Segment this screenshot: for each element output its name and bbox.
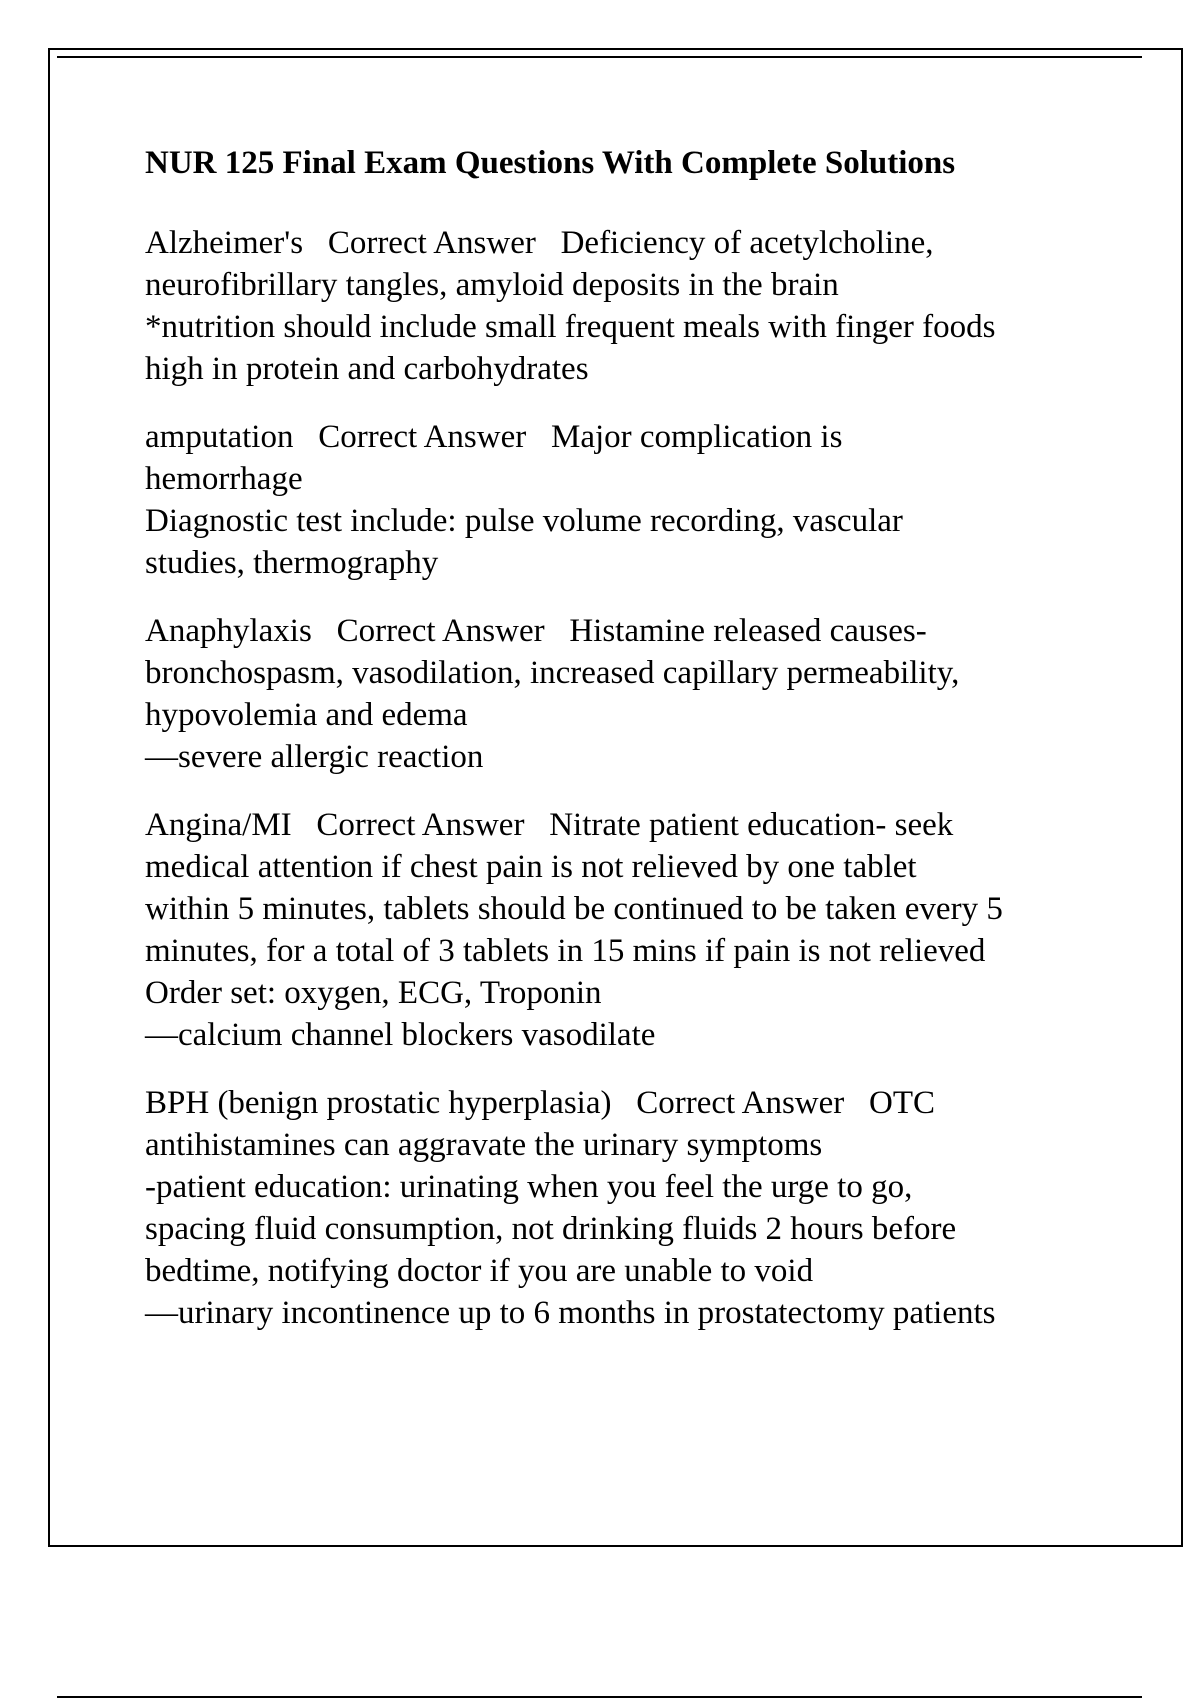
entry-answer-line: bronchospasm, vasodilation, increased capillary permeability,: [145, 655, 960, 691]
entry-angina-mi: [145, 804, 1105, 1056]
document-title: NUR 125 Final Exam Questions With Complete Solutions: [145, 145, 956, 181]
entry-amputation: [145, 416, 1105, 584]
entry-answer-line: OTC: [869, 1085, 936, 1121]
entry-correct-answer-label: Correct Answer: [636, 1085, 845, 1121]
entry-correct-answer-label: Correct Answer: [327, 225, 536, 261]
entry-first-line: [145, 1082, 1105, 1124]
entry-correct-answer-label: Correct Answer: [318, 419, 527, 455]
entry-correct-answer-label: Correct Answer: [316, 807, 525, 843]
entry-term: BPH (benign prostatic hyperplasia): [145, 1085, 612, 1121]
entry-answer-line: Nitrate patient education- seek: [549, 807, 954, 843]
entry-first-line: [145, 222, 1105, 264]
entry-answer-line: —calcium channel blockers vasodilate: [145, 1017, 656, 1053]
entry-first-line: [145, 804, 1105, 846]
entry-term: amputation: [145, 419, 294, 455]
entry-correct-answer-label: Correct Answer: [336, 613, 545, 649]
entry-answer-line: Major complication is: [551, 419, 843, 455]
entry-alzheimers: [145, 222, 1105, 390]
entry-term: Alzheimer's: [145, 225, 304, 261]
entry-first-line: [145, 610, 1105, 652]
entry-answer-line: neurofibrillary tangles, amyloid deposits in the brain: [145, 267, 839, 303]
entry-answer-line: —urinary incontinence up to 6 months in prostatectomy patients: [145, 1295, 996, 1331]
entry-term: Anaphylaxis: [145, 613, 312, 649]
entry-answer-line: hypovolemia and edema: [145, 697, 468, 733]
entry-answer-line: medical attention if chest pain is not relieved by one tablet: [145, 849, 917, 885]
entry-anaphylaxis: [145, 610, 1105, 778]
entry-answer-line: Histamine released causes-: [569, 613, 927, 649]
entry-first-line: [145, 416, 1105, 458]
document-body: [145, 142, 1105, 1360]
entry-term: Angina/MI: [145, 807, 292, 843]
bottom-rule: [57, 1696, 1142, 1698]
entry-bph: [145, 1082, 1105, 1334]
entry-answer-line: within 5 minutes, tablets should be continued to be taken every 5: [145, 891, 1003, 927]
top-rule: [57, 56, 1142, 58]
entry-answer-line: spacing fluid consumption, not drinking fluids 2 hours before: [145, 1211, 957, 1247]
entry-answer-line: bedtime, notifying doctor if you are unable to void: [145, 1253, 814, 1289]
entry-answer-line: Diagnostic test include: pulse volume recording, vascular: [145, 503, 903, 539]
entry-answer-line: minutes, for a total of 3 tablets in 15 mins if pain is not relieved: [145, 933, 986, 969]
entry-answer-line: Order set: oxygen, ECG, Troponin: [145, 975, 602, 1011]
entry-answer-line: Deficiency of acetylcholine,: [560, 225, 934, 261]
entry-answer-line: studies, thermography: [145, 545, 439, 581]
entry-answer-line: high in protein and carbohydrates: [145, 351, 589, 387]
entry-answer-line: antihistamines can aggravate the urinary symptoms: [145, 1127, 823, 1163]
entry-answer-line: —severe allergic reaction: [145, 739, 484, 775]
entry-answer-line: hemorrhage: [145, 461, 303, 497]
entry-answer-line: *nutrition should include small frequent meals with finger foods: [145, 309, 996, 345]
entry-answer-line: -patient education: urinating when you feel the urge to go,: [145, 1169, 913, 1205]
